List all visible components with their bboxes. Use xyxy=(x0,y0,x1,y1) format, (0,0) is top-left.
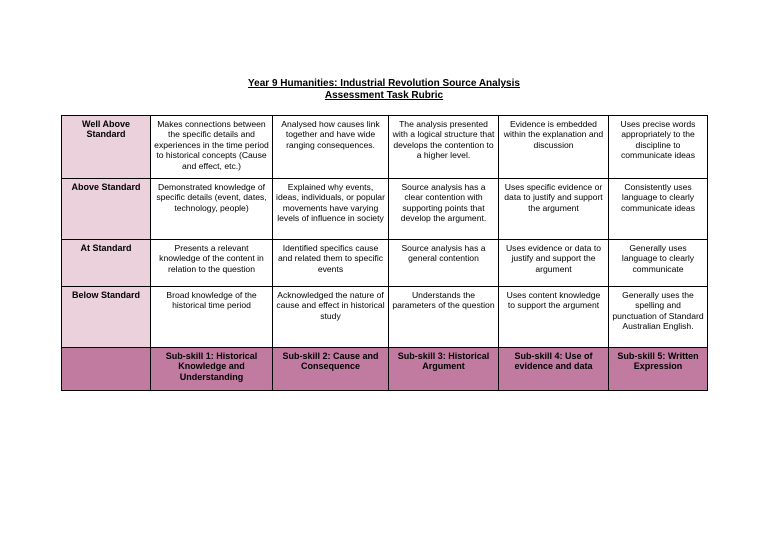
subskill-header: Sub-skill 1: Historical Knowledge and Understanding xyxy=(151,348,273,391)
rubric-table xyxy=(61,115,708,391)
level-label: Above Standard xyxy=(62,179,151,240)
subskill-header: Sub-skill 4: Use of evidence and data xyxy=(499,348,609,391)
subskill-header: Sub-skill 3: Historical Argument xyxy=(389,348,499,391)
level-label: Well Above Standard xyxy=(62,116,151,179)
rubric-cell: Broad knowledge of the historical time period xyxy=(151,287,273,348)
rubric-cell: Identified specifics cause and related them to specific events xyxy=(273,240,389,287)
rubric-cell: Consistently uses language to clearly communicate ideas xyxy=(609,179,708,240)
subskill-footer-row xyxy=(62,348,708,391)
table-row xyxy=(62,240,708,287)
title-line-1: Year 9 Humanities: Industrial Revolution Source Analysis xyxy=(248,78,520,89)
rubric-cell: Uses content knowledge to support the argument xyxy=(499,287,609,348)
rubric-cell: Uses precise words appropriately to the discipline to communicate ideas xyxy=(609,116,708,179)
rubric-cell: Demonstrated knowledge of specific details (event, dates, technology, people) xyxy=(151,179,273,240)
table-row xyxy=(62,179,708,240)
rubric-cell: Explained why events, ideas, individuals, or popular movements have varying levels of influence in society xyxy=(273,179,389,240)
rubric-cell: Source analysis has a clear contention with supporting points that develop the argument. xyxy=(389,179,499,240)
rubric-cell: Source analysis has a general contention xyxy=(389,240,499,287)
rubric-cell: Analysed how causes link together and have wide ranging consequences. xyxy=(273,116,389,179)
table-row xyxy=(62,287,708,348)
rubric-cell: Understands the parameters of the question xyxy=(389,287,499,348)
rubric-cell: Acknowledged the nature of cause and effect in historical study xyxy=(273,287,389,348)
title-line-2: Assessment Task Rubric xyxy=(324,90,444,101)
rubric-cell: Presents a relevant knowledge of the content in relation to the question xyxy=(151,240,273,287)
subskill-header: Sub-skill 2: Cause and Consequence xyxy=(273,348,389,391)
rubric-cell: Generally uses language to clearly communicate xyxy=(609,240,708,287)
rubric-cell: Makes connections between the specific details and experiences in the time period to historical concepts (Cause and effect, etc.) xyxy=(151,116,273,179)
rubric-cell: Evidence is embedded within the explanation and discussion xyxy=(499,116,609,179)
rubric-cell: The analysis presented with a logical structure that develops the contention to a higher level. xyxy=(389,116,499,179)
table-row xyxy=(62,116,708,179)
level-label: At Standard xyxy=(62,240,151,287)
rubric-cell: Uses evidence or data to justify and support the argument xyxy=(499,240,609,287)
footer-empty-cell xyxy=(62,348,151,391)
document-title xyxy=(0,78,768,102)
subskill-header: Sub-skill 5: Written Expression xyxy=(609,348,708,391)
level-label: Below Standard xyxy=(62,287,151,348)
rubric-cell: Generally uses the spelling and punctuation of Standard Australian English. xyxy=(609,287,708,348)
rubric-cell: Uses specific evidence or data to justify and support the argument xyxy=(499,179,609,240)
